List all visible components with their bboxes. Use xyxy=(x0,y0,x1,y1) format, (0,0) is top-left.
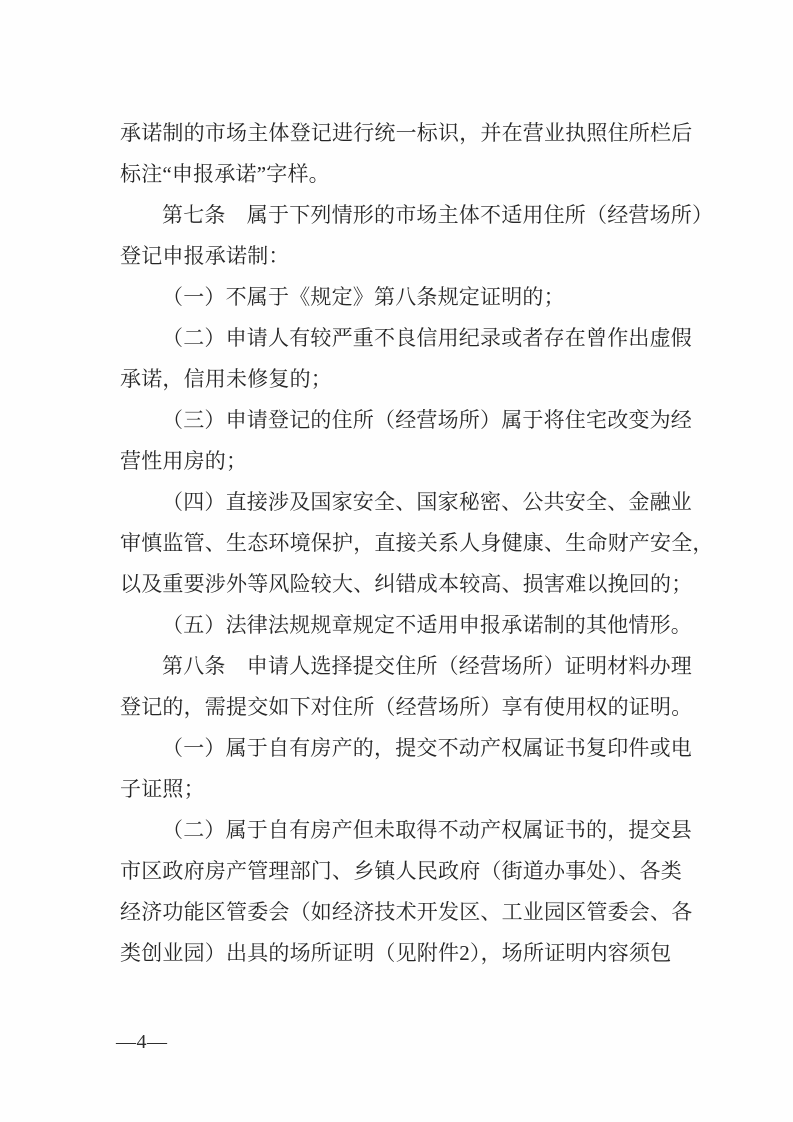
document-line: 子证照； xyxy=(120,777,205,801)
document-body xyxy=(120,113,720,974)
document-line: （二）申请人有较严重不良信用纪录或者存在曾作出虚假 xyxy=(162,326,692,350)
document-line: 经济功能区管委会（如经济技术开发区、工业园区管委会、各 xyxy=(120,900,693,924)
document-line: 承诺，信用未修复的； xyxy=(120,367,332,391)
document-line: 类创业园）出具的场所证明（见附件2），场所证明内容须包 xyxy=(120,941,672,965)
document-line: （一）不属于《规定》第八条规定证明的； xyxy=(162,285,565,309)
document-line: 第八条 申请人选择提交住所（经营场所）证明材料办理 xyxy=(162,654,692,678)
document-line: （二）属于自有房产但未取得不动产权属证书的，提交县 xyxy=(162,818,692,842)
document-line: （一）属于自有房产的，提交不动产权属证书复印件或电 xyxy=(162,736,692,760)
document-line: 以及重要涉外等风险较大、纠错成本较高、损害难以挽回的； xyxy=(120,572,693,596)
document-line: （三）申请登记的住所（经营场所）属于将住宅改变为经 xyxy=(162,408,692,432)
document-line: （五）法律法规规章规定不适用申报承诺制的其他情形。 xyxy=(162,613,692,637)
document-line: 市区政府房产管理部门、乡镇人民政府（街道办事处）、各类 xyxy=(120,859,682,883)
page-number: —4— xyxy=(116,1031,168,1053)
document-line: 登记申报承诺制： xyxy=(120,244,290,268)
document-line: 营性用房的； xyxy=(120,449,248,473)
document-line: 第七条 属于下列情形的市场主体不适用住所（经营场所） xyxy=(162,203,714,227)
document-line: 审慎监管、生态环境保护，直接关系人身健康、生命财产安全， xyxy=(120,531,714,555)
document-line: 登记的，需提交如下对住所（经营场所）享有使用权的证明。 xyxy=(120,695,693,719)
document-line: 标注“申报承诺”字样。 xyxy=(120,162,330,186)
document-line: （四）直接涉及国家安全、国家秘密、公共安全、金融业 xyxy=(162,490,692,514)
document-line: 承诺制的市场主体登记进行统一标识，并在营业执照住所栏后 xyxy=(120,121,693,145)
